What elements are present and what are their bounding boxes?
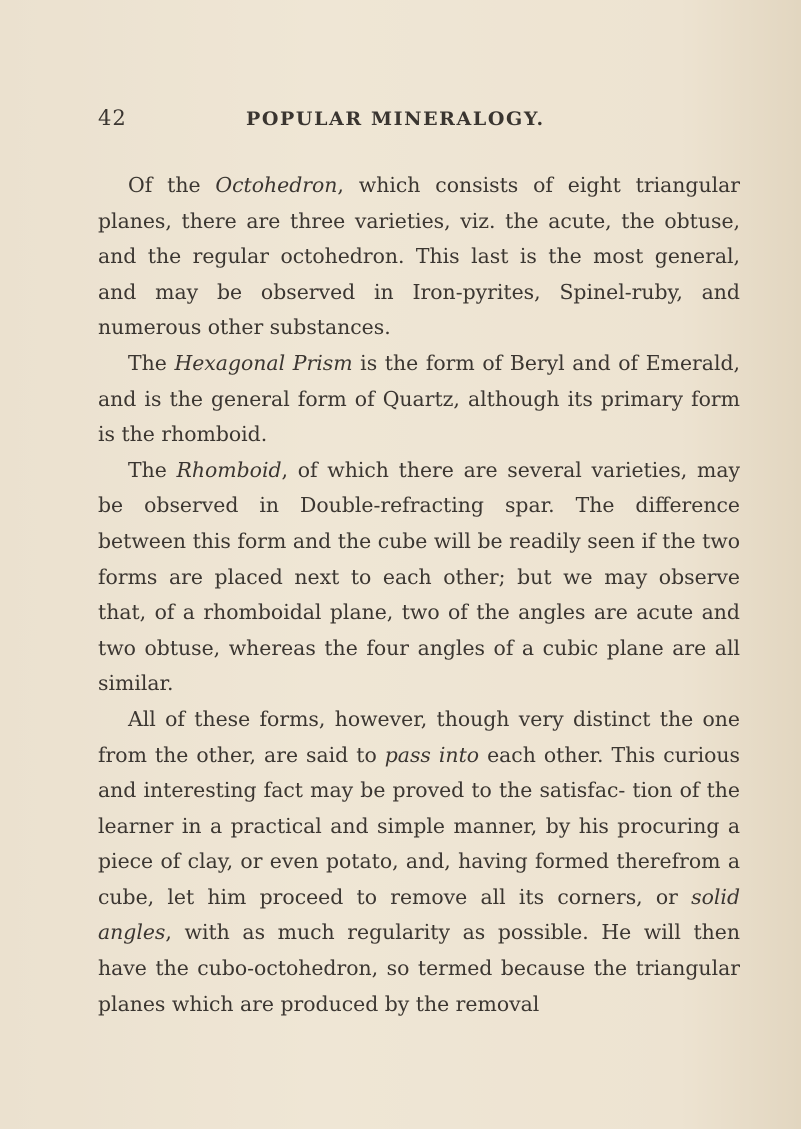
paragraph-rhomboid <box>98 453 740 702</box>
text-run: , with as much regularity as possible. He will then have the cubo-octohedron, so termed because the triangular planes which are produced by the removal <box>98 920 740 1016</box>
italic-term-hexagonal-prism: Hexagonal Prism <box>174 350 353 375</box>
text-run: each other. This curious and interesting fact may be proved to the satisfac- tion of the learner in a practical and simple manner, by his procuring a piece of clay, or even potato, and, having formed therefrom a cube, let him proceed to remove all its corners, or <box>98 742 740 909</box>
text-run: is the form of Beryl and of Emerald, and is the general form of Quartz, although its primary form is the rhomboid. <box>98 350 740 447</box>
paragraph-forms-pass <box>98 702 740 1022</box>
text-run: The <box>128 350 175 375</box>
text-run: , of which there are several varieties, may be observed in Double-refracting spar. The difference between this form and the cube will be readily seen if the two forms are placed next to each other; but we may observe that, of a rhomboidal plane, two of the angles are acute and two obtuse, whereas the four angles of a cubic plane are all similar. <box>98 457 740 696</box>
paragraph-hexagonal-prism <box>98 346 740 453</box>
text-run: The <box>128 457 177 482</box>
page-header <box>98 106 738 136</box>
text-run: , which consists of eight triangular planes, there are three varieties, viz. the acute, the obtuse, and the regular octohedron. This last is the most general, and may be observed in Iron-pyrites, Spinel-ruby, and numerous other substances. <box>98 173 741 340</box>
italic-term-octohedron: Octohedron <box>215 173 338 197</box>
italic-term-solid-angles: solid angles <box>98 884 740 945</box>
italic-term-rhomboid: Rhomboid <box>176 457 282 482</box>
body-text <box>98 168 740 1022</box>
text-run: Of the <box>128 173 216 197</box>
page-number: 42 <box>98 106 127 130</box>
text-run: All of these forms, however, though very distinct the one from the other, are said to <box>98 706 740 767</box>
running-head: POPULAR MINERALOGY. <box>246 108 545 130</box>
paragraph-octohedron <box>98 168 740 346</box>
italic-term-pass-into: pass into <box>384 742 480 767</box>
